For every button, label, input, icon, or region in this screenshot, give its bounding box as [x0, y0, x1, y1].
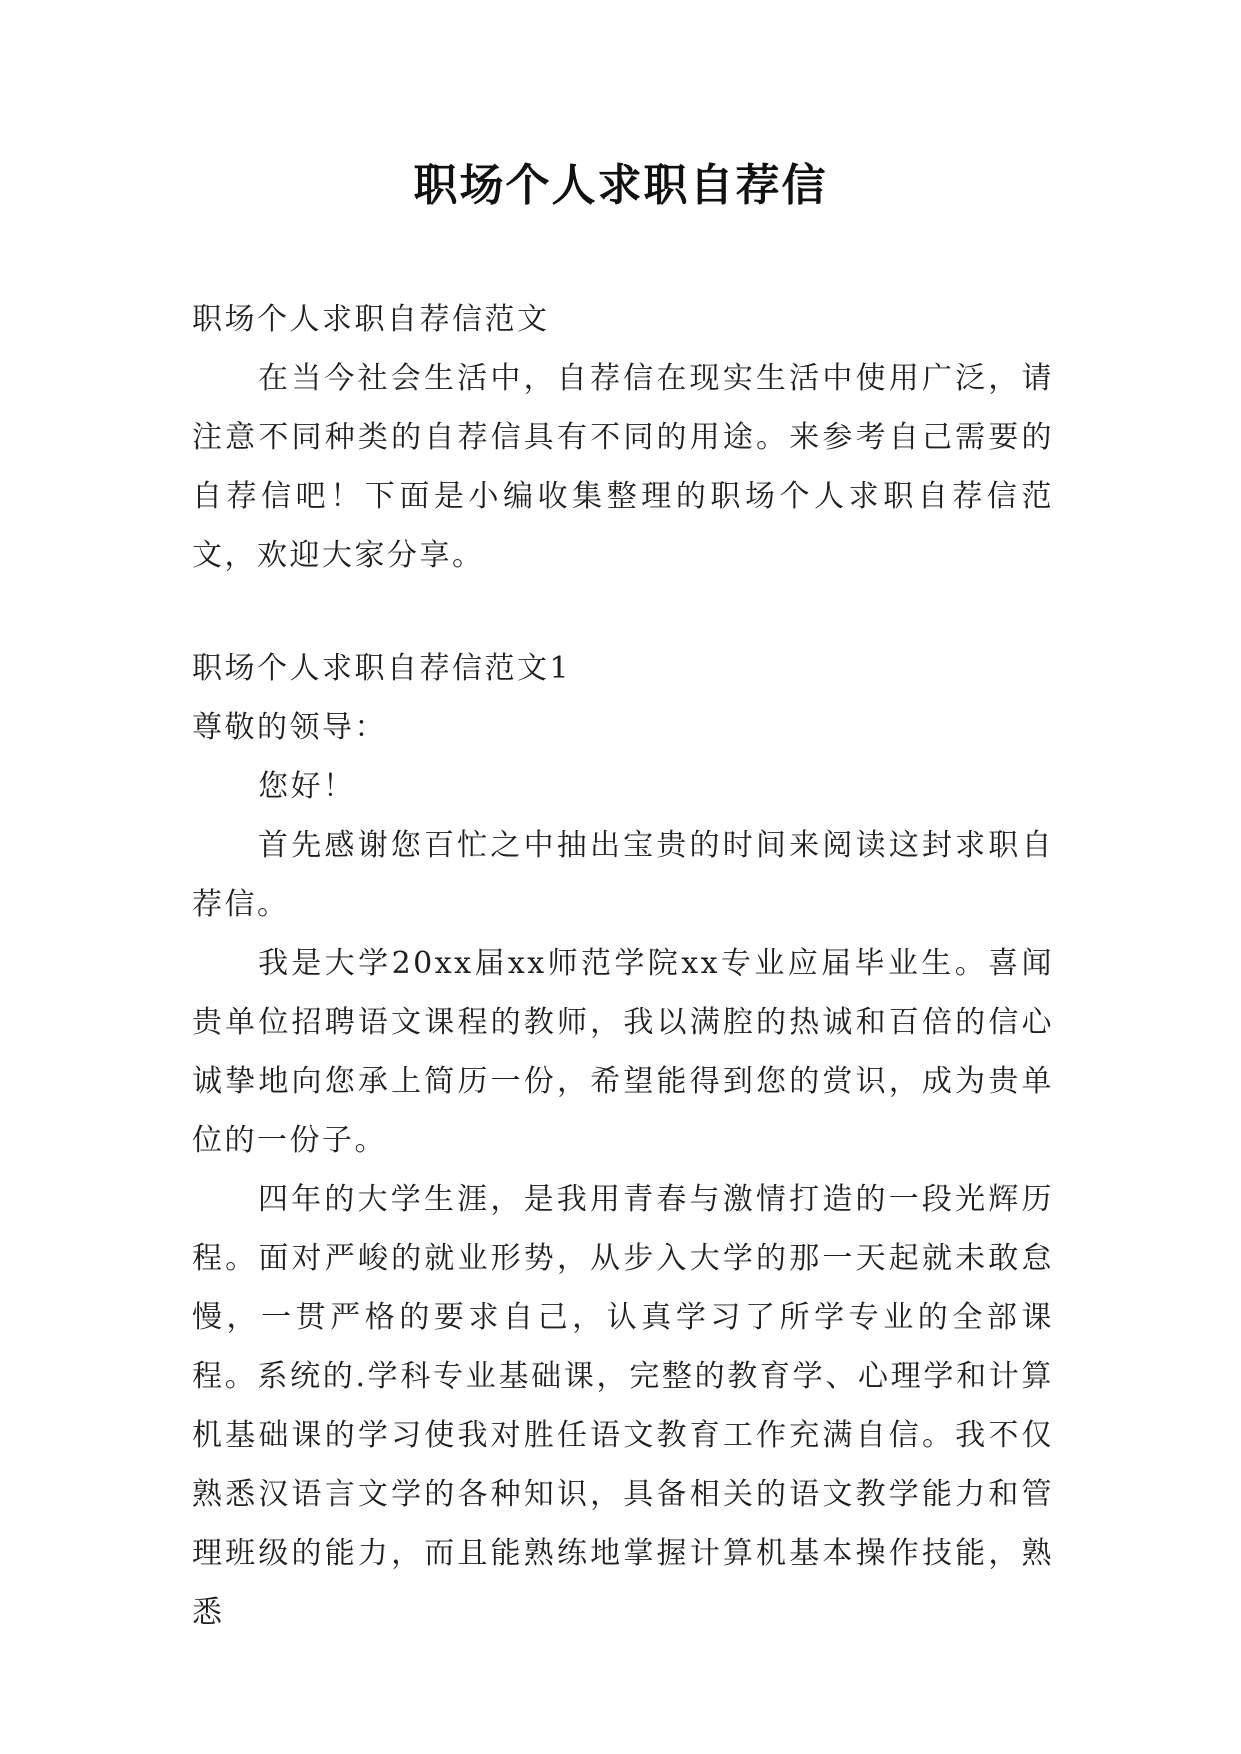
document-subtitle: 职场个人求职自荐信范文: [192, 302, 550, 337]
intro-paragraph: 在当今社会生活中，自荐信在现实生活中使用广泛，请注意不同种类的自荐信具有不同的用途。来参考自己需要的自荐信吧！下面是小编收集整理的职场个人求职自荐信范文，欢迎大家分享。: [192, 361, 1054, 573]
body-paragraph: 四年的大学生涯，是我用青春与激情打造的一段光辉历程。面对严峻的就业形势，从步入大学的那一天起就未敢怠慢，一贯严格的要求自己，认真学习了所学专业的全部课程。系统的.学科专业基础课，完整的教育学、心理学和计算机基础课的学习使我对胜任语文教育工作充满自信。我不仅熟悉汉语言文学的各种知识，具备相关的语文教学能力和管理班级的能力，而且能熟练地掌握计算机基本操作技能，熟悉: [192, 1182, 1054, 1630]
body-paragraph: 首先感谢您百忙之中抽出宝贵的时间来阅读这封求职自荐信。: [192, 828, 1054, 922]
salutation: 尊敬的领导：: [192, 710, 387, 745]
greeting: 您好！: [258, 769, 356, 804]
section-heading: 职场个人求职自荐信范文1: [192, 651, 572, 686]
body-paragraph: 我是大学20xx届xx师范学院xx专业应届毕业生。喜闻贵单位招聘语文课程的教师，我以满腔的热诚和百倍的信心诚挚地向您承上简历一份，希望能得到您的赏识，成为贵单位的一份子。: [192, 946, 1054, 1158]
page-title: 职场个人求职自荐信: [413, 160, 828, 211]
section-spacer: [192, 585, 1054, 639]
document-body: [192, 290, 1054, 1642]
